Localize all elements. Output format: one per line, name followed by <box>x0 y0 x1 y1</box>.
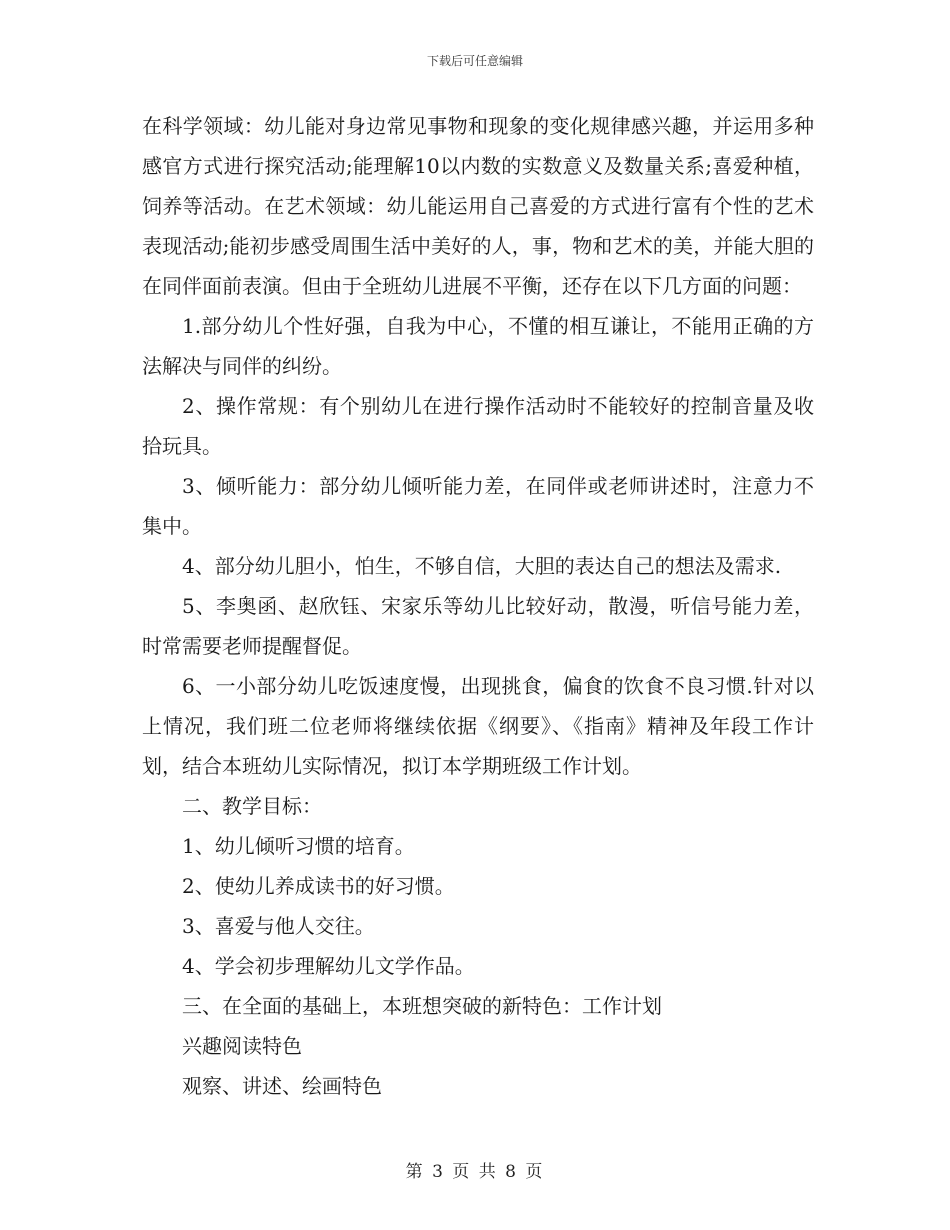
paragraph-issue-2: 2、操作常规：有个别幼儿在进行操作活动时不能较好的控制音量及收拾玩具。 <box>142 394 814 458</box>
feature-item-observation: 观察、讲述、绘画特色 <box>182 1074 382 1098</box>
section-heading-new-features: 三、在全面的基础上，本班想突破的新特色：工作计划 <box>182 994 662 1018</box>
page-header-note: 下载后可任意编辑 <box>426 54 523 68</box>
section-heading-teaching-goals: 二、教学目标： <box>182 794 322 818</box>
page-number-footer: 第 3 页 共 8 页 <box>405 1162 545 1182</box>
paragraph-issue-3: 3、倾听能力：部分幼儿倾听能力差，在同伴或老师讲述时，注意力不集中。 <box>142 474 814 538</box>
paragraph-issue-5: 5、李奥函、赵欣钰、宋家乐等幼儿比较好动，散漫，听信号能力差，时常需要老师提醒督促。 <box>142 594 814 658</box>
goal-item-1: 1、幼儿倾听习惯的培育。 <box>182 834 415 858</box>
feature-item-reading: 兴趣阅读特色 <box>182 1034 302 1058</box>
paragraph-issue-1: 1.部分幼儿个性好强，自我为中心，不懂的相互谦让，不能用正确的方法解决与同伴的纠纷。 <box>142 314 814 378</box>
paragraph-issue-4: 4、部分幼儿胆小，怕生，不够自信，大胆的表达自己的想法及需求. <box>182 554 782 578</box>
paragraph-issue-6: 6、一小部分幼儿吃饭速度慢，出现挑食，偏食的饮食不良习惯.针对以上情况，我们班二位老师将继续依据《纲要》、《指南》精神及年段工作计划，结合本班幼儿实际情况，拟订本学期班级工作计划。 <box>142 674 814 778</box>
paragraph-science-art: 在科学领域：幼儿能对身边常见事物和现象的变化规律感兴趣，并运用多种感官方式进行探究活动;能理解10以内数的实数意义及数量关系;喜爱种植，饲养等活动。在艺术领域：幼儿能运用自己喜爱的方式进行富有个性的艺术表现活动;能初步感受周围生活中美好的人，事，物和艺术的美，并能大胆的在同伴面前表演。但由于全班幼儿进展不平衡，还存在以下几方面的问题： <box>142 114 814 298</box>
document-body <box>142 106 814 1106</box>
goal-item-4: 4、学会初步理解幼儿文学作品。 <box>182 954 475 978</box>
goal-item-2: 2、使幼儿养成读书的好习惯。 <box>182 874 455 898</box>
goal-item-3: 3、喜爱与他人交往。 <box>182 914 375 938</box>
